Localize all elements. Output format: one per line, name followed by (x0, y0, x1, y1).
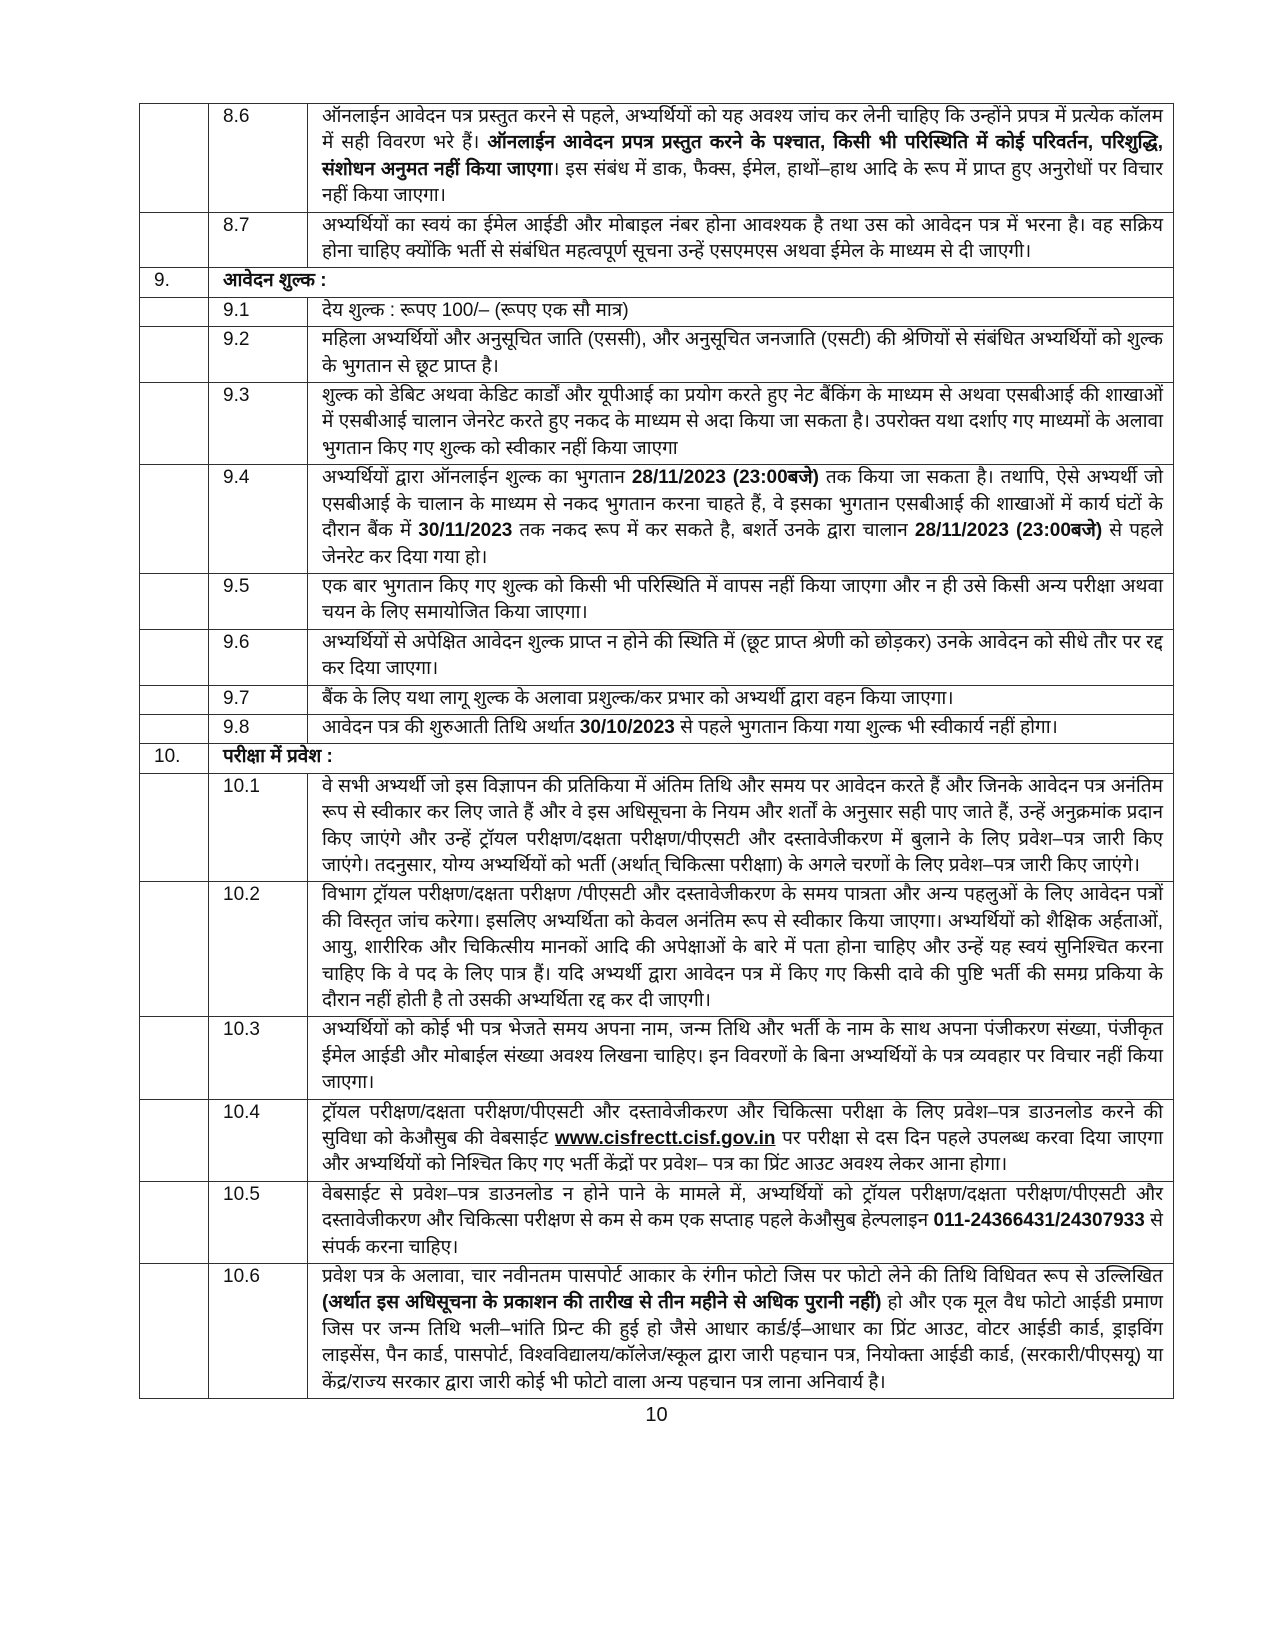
section-number-cell (140, 714, 209, 743)
clause-text-cell (308, 1181, 1174, 1263)
clause-number-cell: 10.2 (209, 882, 308, 1017)
table-row (140, 268, 1174, 297)
text-segment: पर परीक्षा से दस दिन पहले उपलब्ध करवा दिया जाएगा और अभ्यर्थियों को निश्चित किए गए भर्ती केंद्रों पर प्रवेश– पत्र का प्रिंट आउट अवश्य लेकर आना होगा। (322, 1128, 1163, 1176)
clause-text-cell (308, 327, 1174, 383)
clause-number-cell: 9.4 (209, 465, 308, 574)
section-number-cell (140, 573, 209, 629)
clause-text-cell (308, 685, 1174, 714)
notice-table (139, 103, 1174, 1399)
text-segment: ऑनलाईन आवेदन प्रपत्र प्रस्तुत करने के पश्चात, किसी भी परिस्थिति में कोई परिवर्तन, परिशुद्धि, संशोधन अनुमत नहीं किया जाएगा (322, 132, 1164, 180)
section-number-cell (140, 212, 209, 268)
table-row (140, 465, 1174, 574)
text-segment: तक नकद रूप में कर सकते है, बशर्ते उनके द्वारा चालान (512, 520, 915, 542)
section-number-cell (140, 1181, 209, 1263)
clause-number-cell: 10.1 (209, 773, 308, 882)
text-segment: महिला अभ्यर्थियों और अनुसूचित जाति (एससी), और अनुसूचित जनजाति (एसटी) की श्रेणियों से संबंधित अभ्यर्थियों को शुल्क के भुगतान से छूट प्राप्त है। (322, 329, 1163, 377)
table-row (140, 773, 1174, 882)
clause-number-cell: 9.3 (209, 383, 308, 465)
table-row (140, 714, 1174, 743)
table-row (140, 297, 1174, 326)
text-segment: से पहले भुगतान किया गया शुल्क भी स्वीकार्य नहीं होगा। (674, 716, 1058, 738)
section-number-cell (140, 1099, 209, 1181)
clause-text-cell (308, 714, 1174, 743)
section-title-cell: परीक्षा में प्रवेश : (209, 744, 1174, 773)
text-segment: 30/11/2023 (418, 520, 513, 542)
clause-number-cell: 9.5 (209, 573, 308, 629)
section-title-cell: आवेदन शुल्क : (209, 268, 1174, 297)
clause-number-cell: 9.2 (209, 327, 308, 383)
section-number-cell (140, 882, 209, 1017)
clause-number-cell: 9.6 (209, 629, 308, 685)
table-row (140, 327, 1174, 383)
table-row (140, 882, 1174, 1017)
text-segment: प्रवेश पत्र के अलावा, चार नवीनतम पासपोर्ट आकार के रंगीन फोटो जिस पर फोटो लेने की तिथि विधिवत रूप से उल्लिखित (322, 1266, 1163, 1288)
text-segment: वे सभी अभ्यर्थी जो इस विज्ञापन की प्रतिकिया में अंतिम तिथि और समय पर आवेदन करते हैं और जिनके आवेदन पत्र अनंतिम रूप से स्वीकार कर लिए जाते हैं और वे इस अधिसूचना के नियम और शर्तों के अनुसार सही पाए जाते हैं, उन्हें अनुक्रमांक प्रदान किए जाएंगे और उन्हें ट्रॉयल परीक्षण/दक्षता परीक्षण/पीएसटी और दस्तावेजीकरण में बुलाने के लिए प्रवेश–पत्र जारी किए जाएंगे। तदनुसार, योग्य अभ्यर्थियों को भर्ती (अर्थात् चिकित्सा परीक्षाा) के अगले चरणों के लिए प्रवेश–पत्र जारी किए जाएंगे। (322, 775, 1163, 876)
text-segment: अभ्यर्थियों का स्वयं का ईमेल आईडी और मोबाइल नंबर होना आवश्यक है तथा उस को आवेदन पत्र में भरना है। वह सक्रिय होना चाहिए क्योंकि भर्ती से संबंधित महत्वपूर्ण सूचना उन्हें एसएमएस अथवा ईमेल के माध्यम से दी जाएगी। (322, 214, 1163, 263)
text-segment: ऑनलाईन आवेदन पत्र प्रस्तुत करने से पहले, अभ्यर्थियों को यह अवश्य जांच कर लेनी चाहिए कि उन्होंने प्रपत्र में प्रत्येक कॉलम में सही विवरण भरे हैं। (322, 106, 1163, 154)
notice-table-body (140, 104, 1174, 1399)
text-segment: विभाग ट्रॉयल परीक्षण/दक्षता परीक्षण /पीएसटी और दस्तावेजीकरण के समय पात्रता और अन्य पहलुओं के लिए आवेदन पत्रों की विस्तृत जांच करेगा। इसलिए अभ्यर्थिता को केवल अनंतिम रूप से स्वीकार किया जाएगा। अभ्यर्थियों को शैक्षिक अर्हताओं, आयु, शारीरिक और चिकित्सीय मानकों आदि की अपेक्षाओं के बारे में पता होना चाहिए और उन्हें यह स्वयं सुनिश्चित करना चाहिए कि वे पद के लिए पात्र हैं। यदि अभ्यर्थी द्वारा आवेदन पत्र में किए गए किसी दावे की पुष्टि भर्ती की समग्र प्रकिया के दौरान नहीं होती है तो उसकी अभ्यर्थिता रद्द कर दी जाएगी। (322, 884, 1163, 1011)
text-segment: 30/10/2023 (579, 716, 675, 738)
section-number-cell (140, 465, 209, 574)
text-segment: 011-24366431/24307933 (933, 1210, 1145, 1232)
table-row (140, 383, 1174, 465)
clause-number-cell: 8.7 (209, 212, 308, 268)
clause-text-cell (308, 629, 1174, 685)
text-segment: आवेदन पत्र की शुरुआती तिथि अर्थात (322, 716, 580, 738)
text-segment: देय शुल्क : रूपए 100/– (रूपए एक सौ मात्र) (322, 299, 629, 321)
clause-number-cell: 9.8 (209, 714, 308, 743)
text-segment: । इस संबंध में डाक, फैक्स, ईमेल, हाथों–हाथ आदि के रूप में प्राप्त हुए अनुरोधों पर विचार नहीं किया जाएगा। (322, 158, 1163, 207)
clause-text-cell (308, 465, 1174, 574)
table-row (140, 1264, 1174, 1399)
clause-text-cell (308, 1017, 1174, 1099)
clause-number-cell: 10.4 (209, 1099, 308, 1181)
section-number-cell (140, 629, 209, 685)
clause-text-cell (308, 104, 1174, 213)
section-number-cell: 10. (140, 744, 209, 773)
table-row (140, 104, 1174, 213)
text-segment: 28/11/2023 (23:00बजे) (914, 520, 1103, 542)
clause-text-cell (308, 1099, 1174, 1181)
text-segment: अभ्यर्थियों को कोई भी पत्र भेजते समय अपना नाम, जन्म तिथि और भर्ती के नाम के साथ अपना पंजीकरण संख्या, पंजीकृत ईमेल आईडी और मोबाईल संख्या अवश्य लिखना चाहिए। इन विवरणों के बिना अभ्यर्थियों के पत्र व्यवहार पर विचार नहीं किया जाएगा। (322, 1019, 1163, 1094)
table-row (140, 744, 1174, 773)
clause-text-cell (308, 573, 1174, 629)
text-segment: 28/11/2023 (23:00बजे) (631, 467, 819, 489)
section-number-cell (140, 297, 209, 326)
text-segment: एक बार भुगतान किए गए शुल्क को किसी भी परिस्थिति में वापस नहीं किया जाएगा और न ही उसे किसी अन्य परीक्षा अथवा चयन के लिए समायोजित किया जाएगा। (322, 575, 1163, 624)
clause-number-cell: 9.7 (209, 685, 308, 714)
text-segment: शुल्क को डेबिट अथवा केडिट कार्डों और यूपीआई का प्रयोग करते हुए नेट बैंकिंग के माध्यम से अथवा एसबीआई की शाखाओं में एसबीआई चालान जेनरेट करते हुए नकद के माध्यम से अदा किया जा सकता है। उपरोक्त यथा दर्शाए गए माध्यमों के अलावा भुगतान किए गए शुल्क को स्वीकार नहीं किया जाएगा (322, 385, 1163, 459)
section-number-cell: 9. (140, 268, 209, 297)
clause-text-cell (308, 383, 1174, 465)
clause-text-cell (308, 882, 1174, 1017)
section-number-cell (140, 685, 209, 714)
section-number-cell (140, 1017, 209, 1099)
table-row (140, 629, 1174, 685)
section-number-cell (140, 773, 209, 882)
table-row (140, 1181, 1174, 1263)
text-segment: हो और एक मूल वैध फोटो आईडी प्रमाण जिस पर जन्म तिथि भली–भांति प्रिन्ट की हुई हो जैसे आधार कार्ड/ई–आधार का प्रिंट आउट, वोटर आईडी कार्ड, ड्राइविंग लाइसेंस, पैन कार्ड, पासपोर्ट, विश्वविद्यालय/कॉलेज/स्कूल द्वारा जारी पहचान पत्र, नियोक्ता आईडी कार्ड, (सरकारी/पीएसयू) या केंद्र/राज्य सरकार द्वारा जारी कोई भी फोटो वाला अन्य पहचान पत्र लाना अनिवार्य है। (322, 1292, 1163, 1393)
section-number-cell (140, 1264, 209, 1399)
text-segment: वेबसाईट से प्रवेश–पत्र डाउनलोड न होने पाने के मामले में, अभ्यर्थियों को ट्रॉयल परीक्षण/दक्षता परीक्षण/पीएसटी और दस्तावेजीकरण और चिकित्सा परीक्षण से कम से कम एक सप्ताह पहले केऔसुब हेल्पलाइन (322, 1183, 1163, 1232)
clause-number-cell: 9.1 (209, 297, 308, 326)
clause-number-cell: 10.5 (209, 1181, 308, 1263)
table-row (140, 573, 1174, 629)
text-segment: अभ्यर्थियों से अपेक्षित आवेदन शुल्क प्राप्त न होने की स्थिति में (छूट प्राप्त श्रेणी को छोड़कर) उनके आवेदन को सीधे तौर पर रद्द कर दिया जाएगा। (322, 631, 1163, 680)
table-row (140, 1099, 1174, 1181)
text-segment: से संपर्क करना चाहिए। (322, 1210, 1164, 1258)
text-segment: तक किया जा सकता है। तथापि, ऐसे अभ्यर्थी जो एसबीआई के चालान के माध्यम से नकद भुगतान करना चाहते हैं, वे इसका भुगतान एसबीआई की शाखाओं में कार्य घंटों के दौरान बैंक में (322, 467, 1163, 542)
table-row (140, 1017, 1174, 1099)
clause-number-cell: 8.6 (209, 104, 308, 213)
clause-text-cell (308, 212, 1174, 268)
page-number: 10 (645, 1404, 668, 1427)
clause-number-cell: 10.3 (209, 1017, 308, 1099)
clause-number-cell: 10.6 (209, 1264, 308, 1399)
table-row (140, 685, 1174, 714)
section-number-cell (140, 327, 209, 383)
clause-text-cell (308, 773, 1174, 882)
table-row (140, 212, 1174, 268)
section-number-cell (140, 383, 209, 465)
section-number-cell (140, 104, 209, 213)
clause-text-cell (308, 1264, 1174, 1399)
text-segment: से पहले जेनरेट कर दिया गया हो। (322, 520, 1163, 568)
text-segment: अभ्यर्थियों द्वारा ऑनलाईन शुल्क का भुगतान (322, 467, 632, 489)
text-segment: (अर्थात इस अधिसूचना के प्रकाशन की तारीख से तीन महीने से अधिक पुरानी नहीं) (322, 1292, 882, 1314)
notice-table-container (139, 103, 1174, 1428)
text-segment: बैंक के लिए यथा लागू शुल्क के अलावा प्रशुल्क/कर प्रभार को अभ्यर्थी द्वारा वहन किया जाएगा। (322, 687, 954, 709)
text-segment: ट्रॉयल परीक्षण/दक्षता परीक्षण/पीएसटी और दस्तावेजीकरण और चिकित्सा परीक्षा के लिए प्रवेश–पत्र डाउनलोड करने की सुविधा को केऔसुब की वेबसाईट (322, 1101, 1163, 1150)
website-link[interactable]: www.cisfrectt.cisf.gov.in (554, 1128, 776, 1150)
clause-text-cell (308, 297, 1174, 326)
